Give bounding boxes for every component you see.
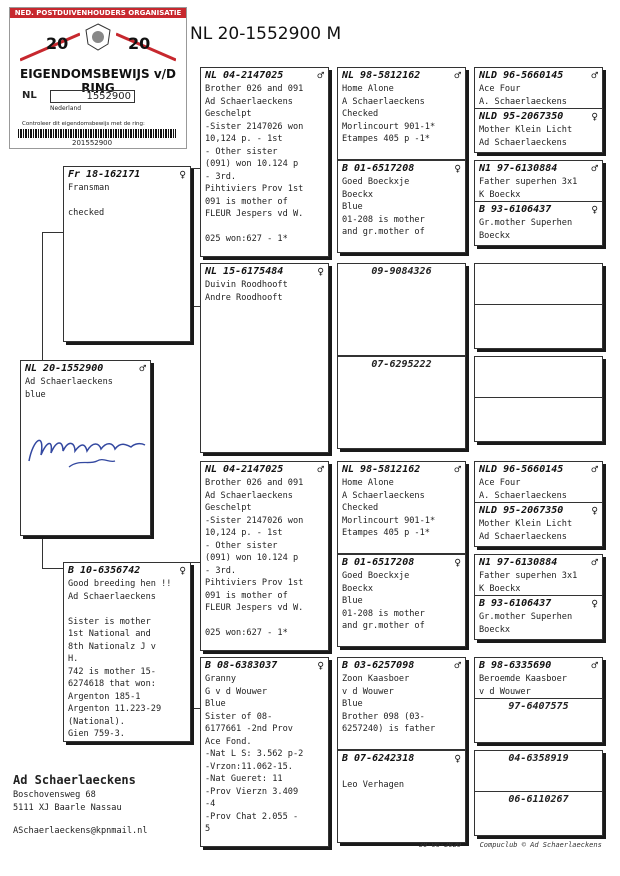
ring-number: NL 15-6175484: [205, 266, 284, 277]
pedigree-card-dam: [63, 562, 191, 742]
crest-icon: [82, 22, 114, 52]
ring-number: 04-6358919: [508, 753, 569, 764]
pedigree-entry: [475, 658, 602, 701]
pigeon-notes: Brother 026 and 091 Ad Schaerlaeckens Geschelpt -Sister 2147026 won 10,124 p. - 1st - Other sister (091) won 10.124 p - 3rd. Pihtiviers Prov 1st 091 is mother of FLEUR Jespers vd W. 025 won:627 - 1*: [205, 478, 304, 638]
pedigree-card-sds: [337, 263, 466, 356]
footer-copyright: Compuclub © Ad Schaerlaeckens: [479, 841, 602, 849]
pigeon-notes: Goed Boeckxje Boeckx Blue 01-208 is mother and gr.mother of: [342, 177, 425, 237]
sex-symbol: ♂: [454, 69, 461, 82]
ring-number: Fr 18-162171: [68, 169, 141, 180]
pedigree-card-dd: [200, 657, 329, 847]
ring-number: NL 04-2147025: [205, 464, 284, 475]
sex-symbol: ♀: [317, 265, 324, 278]
pedigree-card-ddd: [337, 750, 466, 843]
pedigree-entry: [475, 397, 602, 442]
pedigree-card-dds: [337, 657, 466, 750]
connector-line: [42, 568, 64, 569]
sex-symbol: ♂: [317, 69, 324, 82]
pedigree-entry: [475, 161, 602, 204]
barcode-number: 201552900: [72, 139, 113, 147]
pigeon-notes: Leo Verhagen: [342, 779, 405, 790]
owner-email: ASchaerlaeckens@kpnmail.nl: [13, 826, 148, 836]
sex-symbol: ♀: [317, 659, 324, 672]
ring-number: 1552900: [50, 90, 135, 103]
sex-symbol: ♀: [591, 504, 598, 517]
pedigree-card-pair-8: [474, 750, 603, 836]
barcode: [18, 129, 176, 138]
pigeon-notes: Mother Klein Licht Ad Schaerlaeckens: [479, 125, 573, 148]
pedigree-entry: [475, 751, 602, 794]
ring-number: NL 98-5812162: [342, 70, 421, 81]
ring-number: B 93-6106437: [479, 598, 552, 609]
pedigree-entry: [475, 791, 602, 836]
pigeon-notes: Father superhen 3x1 K Boeckx: [479, 571, 578, 594]
sex-symbol: ♂: [139, 362, 146, 375]
sex-symbol: ♂: [591, 463, 598, 476]
pedigree-card-pair-3: [474, 263, 603, 349]
ring-ownership-card: [9, 7, 187, 149]
ring-number: NL 20-1552900: [25, 363, 104, 374]
ring-number: B 98-6335690: [479, 660, 552, 671]
ring-number: NLD 96-5660145: [479, 70, 564, 81]
pedigree-card-sd: [200, 263, 329, 453]
sex-symbol: ♀: [591, 597, 598, 610]
pigeon-notes: Brother 026 and 091 Ad Schaerlaeckens Geschelpt -Sister 2147026 won 10,124 p. - 1st - Other sister (091) won 10.124 p - 3rd. Pihtiviers Prov 1st 091 is mother of FLEUR Jespers vd W. 025 won:627 - 1*: [205, 84, 304, 244]
pigeon-notes: Ad Schaerlaeckens blue: [25, 377, 113, 400]
pigeon-notes: Ace Four A. Schaerlaeckens: [479, 84, 567, 107]
ring-number: B 93-6106437: [479, 204, 552, 215]
pedigree-card-pair-5: [474, 461, 603, 547]
ring-number: NLD 95-2067350: [479, 505, 564, 516]
sex-symbol: ♂: [591, 659, 598, 672]
pedigree-entry: [475, 502, 602, 547]
ring-country: NL: [22, 90, 37, 101]
pedigree-card-sire: [63, 166, 191, 342]
sex-symbol: ♂: [591, 69, 598, 82]
pedigree-card-ssd: [337, 160, 466, 253]
connector-line: [42, 232, 64, 233]
ring-number: 97-6407575: [508, 701, 569, 712]
ring-number: 09-9084326: [371, 266, 432, 277]
pigeon-notes: Goed Boeckxje Boeckx Blue 01-208 is mother and gr.mother of: [342, 571, 425, 631]
pedigree-card-pair-2: [474, 160, 603, 246]
pedigree-card-pair-7: [474, 657, 603, 743]
pedigree-entry: [475, 462, 602, 505]
page-title: NL 20-1552900 M: [190, 24, 342, 44]
ring-number: 06-6110267: [508, 794, 569, 805]
ring-year-right: 20: [128, 34, 151, 53]
pigeon-notes: Good breeding hen !! Ad Schaerlaeckens Sister is mother 1st National and 8th Nationalz J v H. 742 is mother 15- 6274618 that won: Argenton 185-1 Argenton 11.223-29 (National). Gien 759-3.: [68, 579, 172, 739]
footer-date: 30-06-2020: [419, 841, 462, 849]
ring-number: B 03-6257098: [342, 660, 415, 671]
pedigree-card-sdd: [337, 356, 466, 449]
ring-number: NL 98-5812162: [342, 464, 421, 475]
pedigree-card-subject: [20, 360, 151, 536]
ring-number: B 07-6242318: [342, 753, 415, 764]
sex-symbol: ♀: [179, 168, 186, 181]
ring-number: NL 04-2147025: [205, 70, 284, 81]
pigeon-notes: Duivin Roodhooft Andre Roodhooft: [205, 280, 288, 303]
pigeon-notes: Granny G v d Wouwer Blue Sister of 08- 6177661 -2nd Prov Ace Fond. -Nat L S: 3.562 p-2 -Vrzon:11.062-15. -Nat Gueret: 11 -Prov Vierzn 3.409 -4 -Prov Chat 2.055 - 5: [205, 674, 304, 834]
pedigree-entry: [475, 595, 602, 640]
pedigree-entry: [475, 555, 602, 598]
sex-symbol: ♂: [454, 659, 461, 672]
ring-number: NLD 95-2067350: [479, 111, 564, 122]
pigeon-notes: Home Alone A Schaerlaeckens Checked Morlincourt 901-1* Etampes 405 p -1*: [342, 84, 436, 144]
pedigree-card-ds: [200, 461, 329, 651]
pedigree-card-dsd: [337, 554, 466, 647]
pedigree-card-dss: [337, 461, 466, 554]
ring-country-label: Nederland: [50, 105, 82, 112]
pigeon-notes: Father superhen 3x1 K Boeckx: [479, 177, 578, 200]
pedigree-card-pair-4: [474, 356, 603, 442]
ring-number: 07-6295222: [371, 359, 432, 370]
owner-street: Boschovensweg 68: [13, 790, 96, 800]
sex-symbol: ♀: [591, 110, 598, 123]
pigeon-notes: Fransman checked: [68, 183, 110, 218]
ring-year-left: 20: [46, 34, 69, 53]
ring-number: B 01-6517208: [342, 557, 415, 568]
sex-symbol: ♂: [454, 463, 461, 476]
sex-symbol: ♀: [454, 556, 461, 569]
sex-symbol: ♂: [591, 162, 598, 175]
sex-symbol: ♀: [179, 564, 186, 577]
pedigree-entry: [475, 68, 602, 111]
owner-city: 5111 XJ Baarle Nassau: [13, 803, 122, 813]
signature-image: [23, 421, 151, 471]
ring-card-title: EIGENDOMSBEWIJS v/D RING: [20, 67, 176, 95]
footer-credit: [419, 841, 602, 849]
pigeon-notes: Gr.mother Superhen Boeckx: [479, 218, 573, 241]
pedigree-entry: [475, 108, 602, 153]
ring-org-label: NED. POSTDUIVENHOUDERS ORGANISATIE: [10, 8, 186, 18]
pigeon-notes: Zoon Kaasboer v d Wouwer Blue Brother 098 (03- 6257240) is father: [342, 674, 436, 734]
ring-number: NLD 96-5660145: [479, 464, 564, 475]
ring-number: B 08-6383037: [205, 660, 278, 671]
pedigree-card-pair-6: [474, 554, 603, 640]
ring-number: B 10-6356742: [68, 565, 141, 576]
owner-name: Ad Schaerlaeckens: [13, 773, 136, 787]
ring-number: N1 97-6130884: [479, 163, 558, 174]
pedigree-card-pair-1: [474, 67, 603, 153]
sex-symbol: ♀: [591, 203, 598, 216]
pigeon-notes: Gr.mother Superhen Boeckx: [479, 612, 573, 635]
ring-control-label: Controleer dit eigendomsbewijs met de ring:: [22, 121, 145, 127]
pigeon-notes: Home Alone A Schaerlaeckens Checked Morlincourt 901-1* Etampes 405 p -1*: [342, 478, 436, 538]
sex-symbol: ♂: [591, 556, 598, 569]
pigeon-notes: Mother Klein Licht Ad Schaerlaeckens: [479, 519, 573, 542]
pedigree-entry: [475, 304, 602, 349]
ring-number: B 01-6517208: [342, 163, 415, 174]
ring-number: N1 97-6130884: [479, 557, 558, 568]
sex-symbol: ♀: [454, 752, 461, 765]
pedigree-entry: [475, 698, 602, 743]
pigeon-notes: Ace Four A. Schaerlaeckens: [479, 478, 567, 501]
pedigree-card-ss: [200, 67, 329, 257]
pedigree-card-sss: [337, 67, 466, 160]
sex-symbol: ♂: [317, 463, 324, 476]
pigeon-notes: Beroemde Kaasboer v d Wouwer: [479, 674, 567, 697]
sex-symbol: ♀: [454, 162, 461, 175]
pedigree-entry: [475, 201, 602, 246]
